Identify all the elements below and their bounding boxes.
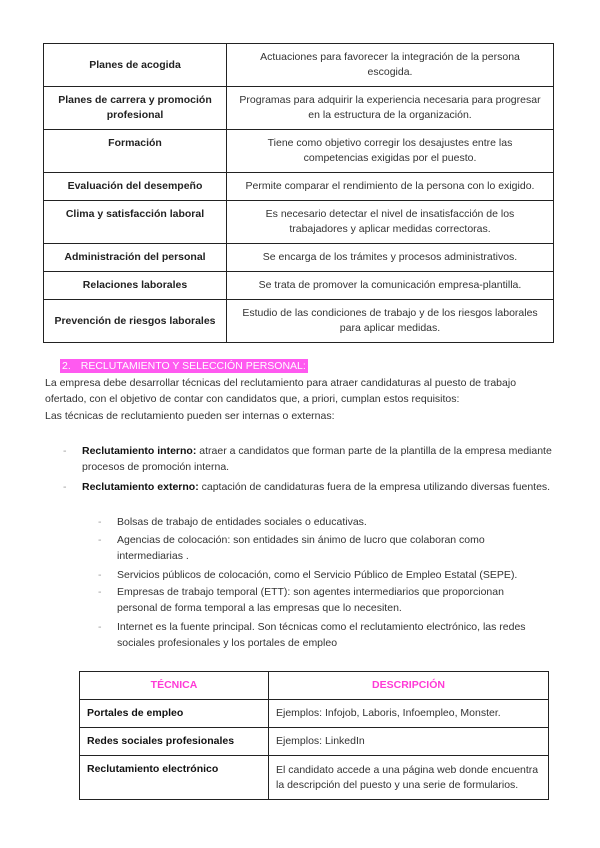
external-text: captación de candidaturas fuera de la empresa utilizando diversas fuentes. (198, 481, 551, 493)
list-item-source (98, 584, 542, 616)
technique-name: Redes sociales profesionales (80, 728, 269, 756)
header-technique: TÉCNICA (80, 672, 269, 700)
table-header-row (80, 672, 549, 700)
technique-description: El candidato accede a una página web donde encuentra la descripción del puesto y una serie de formularios. (269, 756, 549, 800)
list-item-source (98, 619, 552, 651)
row-description: Estudio de las condiciones de trabajo y de los riesgos laborales para aplicar medidas. (227, 300, 554, 343)
row-title: Clima y satisfacción laboral (44, 201, 227, 244)
row-description: Es necesario detectar el nivel de insatisfacción de los trabajadores y aplicar medidas correctoras. (227, 201, 554, 244)
list-item-external (63, 479, 552, 495)
technique-description: Ejemplos: LinkedIn (269, 728, 549, 756)
list-item-source (98, 514, 547, 530)
table-row (44, 44, 554, 87)
table-row (44, 300, 554, 343)
row-description: Permite comparar el rendimiento de la persona con lo exigido. (227, 173, 554, 201)
row-title: Evaluación del desempeño (44, 173, 227, 201)
dash-bullet: - (98, 534, 102, 546)
table-row (44, 272, 554, 300)
technique-description: Ejemplos: Infojob, Laboris, Infoempleo, Monster. (269, 700, 549, 728)
table-row (44, 244, 554, 272)
section-title: RECLUTAMIENTO Y SELECCIÓN PERSONAL: (80, 360, 306, 372)
table-row (80, 728, 549, 756)
internal-label: Reclutamiento interno: (82, 445, 197, 457)
row-title: Planes de acogida (44, 44, 227, 87)
dash-bullet: - (98, 586, 102, 598)
table-row (80, 756, 549, 800)
row-title: Administración del personal (44, 244, 227, 272)
source-text: Empresas de trabajo temporal (ETT): son agentes intermediarios que proporcionan personal de forma temporal a las empresas que lo necesiten. (117, 586, 504, 614)
row-title: Planes de carrera y promoción profesional (44, 87, 227, 130)
table-row (44, 87, 554, 130)
row-title: Prevención de riesgos laborales (44, 300, 227, 343)
row-description: Se trata de promover la comunicación empresa-plantilla. (227, 272, 554, 300)
source-text: Bolsas de trabajo de entidades sociales o educativas. (117, 516, 367, 528)
dash-bullet: - (98, 621, 102, 633)
table-row (44, 201, 554, 244)
row-description: Programas para adquirir la experiencia necesaria para progresar en la estructura de la organización. (227, 87, 554, 130)
technique-name: Reclutamiento electrónico (80, 756, 269, 800)
dash-bullet: - (98, 516, 102, 528)
header-description: DESCRIPCIÓN (269, 672, 549, 700)
list-item-internal (63, 443, 552, 475)
intro-paragraph-types: Las técnicas de reclutamiento pueden ser internas o externas: (45, 410, 335, 422)
list-item-source (98, 532, 517, 564)
dash-bullet: - (63, 445, 67, 457)
row-description: Se encarga de los trámites y procesos administrativos. (227, 244, 554, 272)
table-row (44, 173, 554, 201)
section-number: 2. (62, 360, 71, 372)
row-description: Actuaciones para favorecer la integración de la persona escogida. (227, 44, 554, 87)
list-item-source (98, 567, 547, 583)
dash-bullet: - (63, 481, 67, 493)
hr-functions-table (43, 43, 554, 343)
row-title: Relaciones laborales (44, 272, 227, 300)
source-text: Agencias de colocación: son entidades sin ánimo de lucro que colaboran como intermediarias . (117, 534, 485, 562)
table-row (80, 700, 549, 728)
intro-paragraph: La empresa debe desarrollar técnicas del reclutamiento para atraer candidaturas al puesto de trabajo ofertado, con el objetivo de contar con candidatos que, a priori, cumplan estos requisitos: (45, 377, 517, 405)
external-label: Reclutamiento externo: (82, 481, 199, 493)
dash-bullet: - (98, 569, 102, 581)
section-heading (60, 359, 308, 373)
recruitment-techniques-table (79, 671, 549, 800)
source-text: Servicios públicos de colocación, como el Servicio Público de Empleo Estatal (SEPE). (117, 569, 518, 581)
technique-name: Portales de empleo (80, 700, 269, 728)
row-description: Tiene como objetivo corregir los desajustes entre las competencias exigidas por el puesto. (227, 130, 554, 173)
source-text: Internet es la fuente principal. Son técnicas como el reclutamiento electrónico, las redes sociales profesionales y los portales de empleo (117, 621, 526, 649)
internal-text: atraer a candidatos que forman parte de la plantilla de la empresa mediante procesos de promoción interna. (82, 445, 552, 473)
table-row (44, 130, 554, 173)
row-title: Formación (44, 130, 227, 173)
